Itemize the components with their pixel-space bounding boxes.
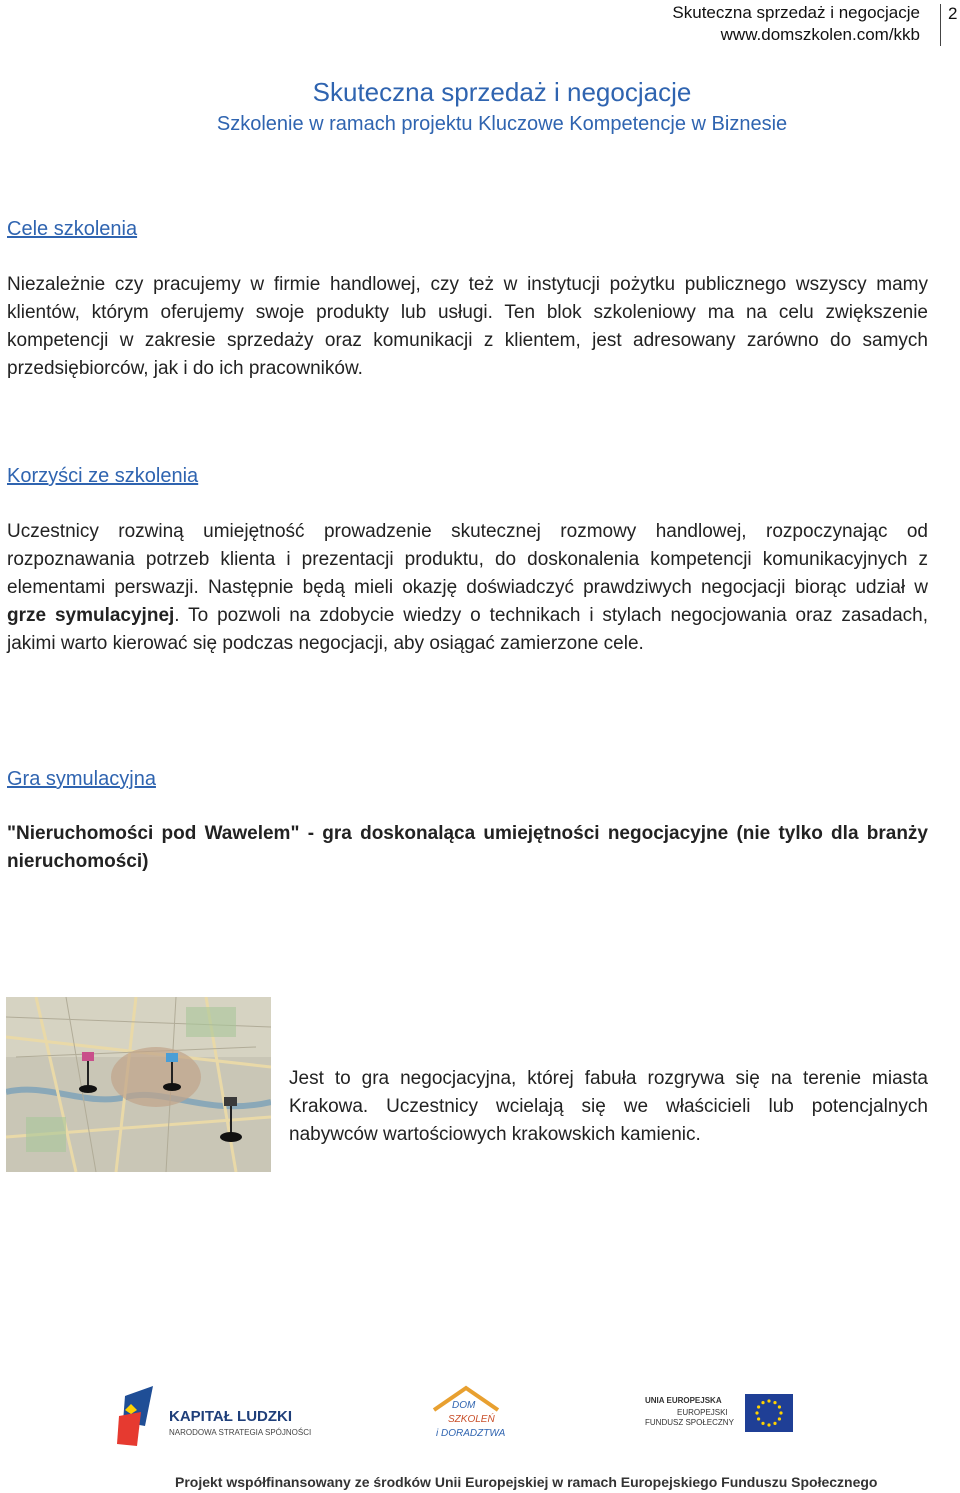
dom-szkolen-line2: SZKOLEŃ bbox=[448, 1414, 495, 1425]
header-title: Skuteczna sprzedaż i negocjacje bbox=[672, 3, 920, 22]
paragraph-cele bbox=[7, 271, 928, 383]
eu-flag-icon bbox=[745, 1394, 793, 1432]
kapital-ludzki-subtitle: NARODOWA STRATEGIA SPÓJNOŚCI bbox=[169, 1428, 312, 1437]
eu-line1: UNIA EUROPEJSKA bbox=[645, 1396, 722, 1405]
heading-gra: Gra symulacyjna bbox=[7, 768, 156, 790]
dom-szkolen-line1: DOM bbox=[452, 1400, 476, 1411]
game-title: "Nieruchomości pod Wawelem" - gra doskonaląca umiejętności negocjacyjne (nie tylko dla branży nieruchomości) bbox=[7, 823, 928, 872]
eu-line3: FUNDUSZ SPOŁECZNY bbox=[645, 1418, 734, 1427]
page-title: Skuteczna sprzedaż i negocjacje bbox=[312, 77, 692, 107]
running-header bbox=[672, 2, 930, 46]
footer-logos bbox=[0, 1380, 960, 1460]
title-block bbox=[0, 76, 960, 140]
game-description: Jest to gra negocjacyjna, której fabuła rozgrywa się na terenie miasta Krakowa. Uczestnicy wcielają się we właścicieli lub potencjalnych nabywców wartościowych krakowskich kamienic. bbox=[289, 1068, 928, 1145]
page-subtitle: Szkolenie w ramach projektu Kluczowe Kompetencje w Biznesie bbox=[216, 113, 788, 135]
eu-logo bbox=[645, 1394, 795, 1440]
paragraph-korzysci-part1: Uczestnicy rozwiną umiejętność prowadzenie skutecznej rozmowy handlowej, rozpoczynając od rozpoznawania potrzeb klienta i prezentacji produktu, do doskonalenia kompetencji komunikacyjnych z elementami perswazji. Następnie będą mieli okazję doświadczyć prawdziwych negocjacji biorąc udział w bbox=[7, 521, 928, 598]
kapital-ludzki-emblem-icon bbox=[115, 1386, 165, 1450]
footer-text: Projekt współfinansowany ze środków Unii Europejskiej w ramach Europejskiego Funduszu Społecznego bbox=[175, 1474, 878, 1490]
paragraph-korzysci-part2: . To pozwoli na zdobycie wiedzy o technikach i stylach negocjowania oraz zasadach, jakimi warto kierować się podczas negocjacji, aby osiągać zamierzone cele. bbox=[7, 605, 928, 654]
paragraph-korzysci bbox=[7, 518, 928, 658]
paragraph-cele-part2: Ten blok szkoleniowy ma na celu zwiększenie kompetencji w zakresie sprzedaży oraz komunikacji z klientem, jest adresowany zarówno do samych przedsiębiorców, jak i do ich pracowników. bbox=[7, 302, 928, 379]
dom-szkolen-logo bbox=[430, 1384, 506, 1450]
kapital-ludzki-logo bbox=[115, 1386, 315, 1450]
header-divider bbox=[940, 4, 941, 46]
krakow-map-image bbox=[6, 997, 271, 1172]
heading-korzysci: Korzyści ze szkolenia bbox=[7, 465, 199, 487]
map-photo bbox=[6, 997, 271, 1172]
page-number: 2 bbox=[948, 4, 958, 23]
header-url: www.domszkolen.com/kkb bbox=[720, 25, 920, 44]
dom-szkolen-line3: i DORADZTWA bbox=[436, 1428, 506, 1439]
eu-line2: EUROPEJSKI bbox=[677, 1408, 728, 1417]
paragraph-cele-part1: Niezależnie czy pracujemy w firmie handlowej, czy też w instytucji pożytku publicznego wszyscy mamy klientów, którym oferujemy swoje produkty lub usługi. bbox=[7, 274, 928, 323]
kapital-ludzki-title: KAPITAŁ LUDZKI bbox=[169, 1408, 293, 1425]
paragraph-korzysci-bold: grze symulacyjnej bbox=[7, 605, 175, 626]
heading-cele: Cele szkolenia bbox=[7, 218, 138, 240]
